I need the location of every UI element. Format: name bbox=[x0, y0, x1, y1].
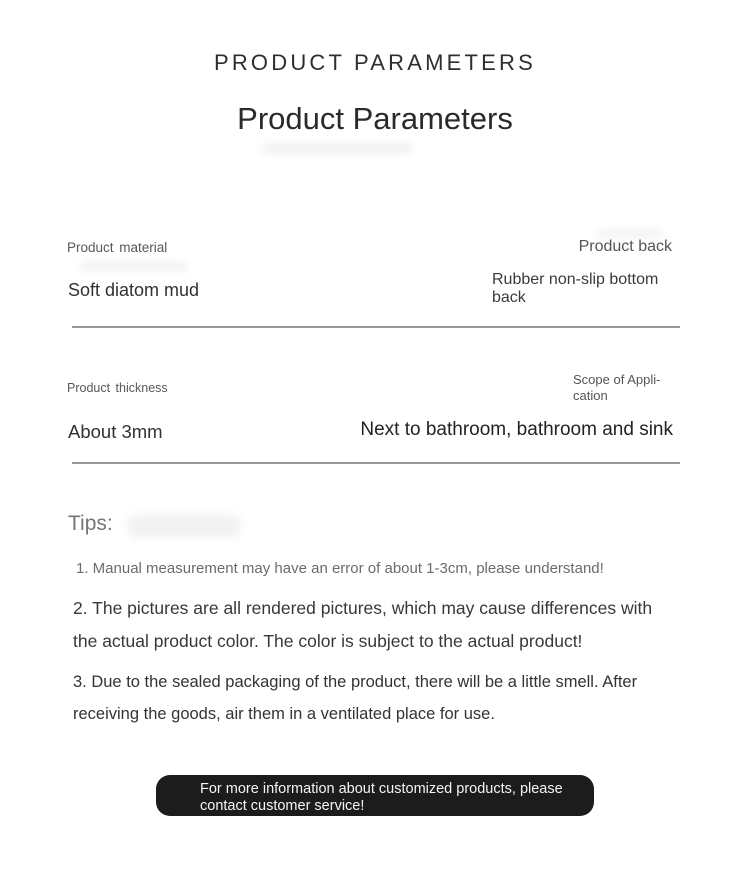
tip-item-3: 3. Due to the sealed packaging of the product, there will be a little smell. After receiving the goods, air them in a ventilated place for use. bbox=[73, 673, 638, 723]
tip-item-2: 2. The pictures are all rendered pictures, which may cause differences with the actual product color. The color is subject to the actual product! bbox=[73, 598, 653, 651]
erased-text-artifact bbox=[262, 143, 412, 154]
tip-item-1: 1. Manual measurement may have an error of about 1-3cm, please understand! bbox=[76, 560, 604, 577]
erased-text-artifact bbox=[80, 262, 188, 271]
erased-text-artifact bbox=[128, 515, 240, 537]
param-value-scope: Next to bathroom, bathroom and sink bbox=[360, 419, 673, 440]
divider bbox=[72, 462, 680, 464]
eyebrow-title: PRODUCT PARAMETERS bbox=[213, 50, 537, 75]
tips-heading: Tips: bbox=[68, 512, 113, 535]
page-title: Product Parameters bbox=[237, 101, 513, 136]
contact-customer-service-button[interactable] bbox=[156, 775, 594, 816]
param-label-thickness: Product thickness bbox=[67, 381, 168, 395]
param-label-back: Product back bbox=[578, 238, 672, 255]
param-value-thickness: About 3mm bbox=[68, 421, 163, 442]
divider bbox=[72, 326, 680, 328]
param-label-material: Product material bbox=[67, 240, 168, 255]
erased-text-artifact bbox=[596, 230, 662, 238]
param-value-material: Soft diatom mud bbox=[68, 280, 200, 300]
contact-customer-service-label: For more information about customized products, please contact customer service! bbox=[200, 781, 563, 814]
param-value-back: Rubber non-slip bottom back bbox=[492, 271, 659, 306]
param-label-scope: Scope of Appli-cation bbox=[573, 372, 661, 403]
